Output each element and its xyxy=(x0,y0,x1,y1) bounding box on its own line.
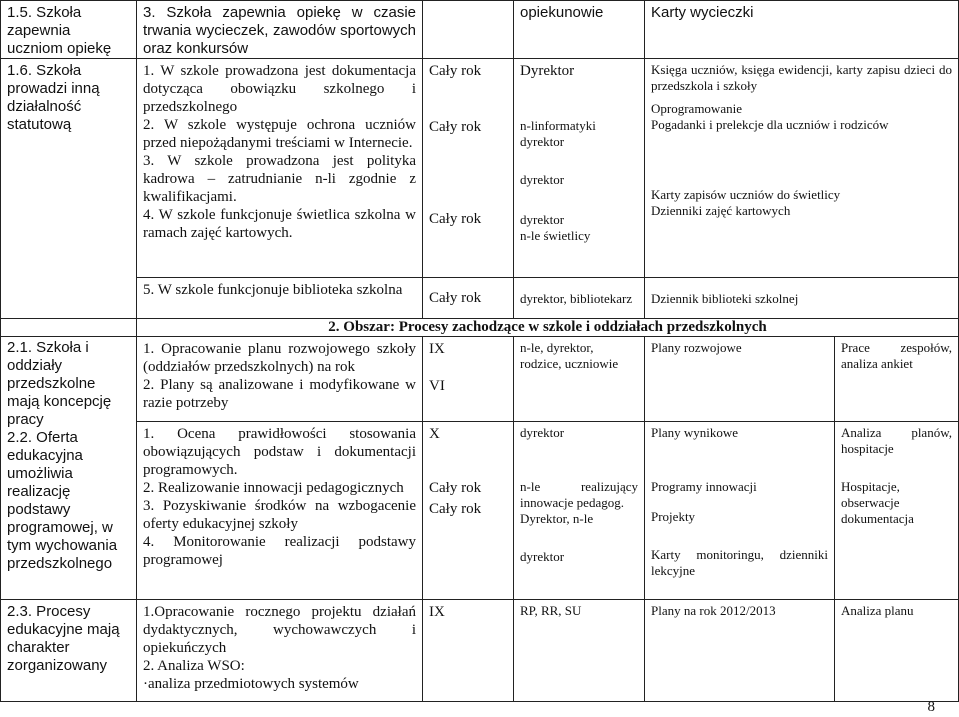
area-text: 2.2. Oferta edukacyjna umożliwia realizację podstawy programowej, w tym wychowania przedszkolnego xyxy=(7,429,118,572)
row-1-6-area: 1.6. Szkoła prowadzi inną działalność statutową xyxy=(0,59,137,319)
row-1-6-responsible-5: dyrektor, bibliotekarz xyxy=(514,278,645,319)
row-2-1-evaluation: Prace zespołów, analiza ankiet xyxy=(835,337,959,422)
task-item: 4. Monitorowanie realizacji podstawy programowej xyxy=(143,534,416,568)
row-2-2-tasks xyxy=(137,422,423,600)
row-2-2-evaluation xyxy=(835,422,959,600)
row-2-3-documentation: Plany na rok 2012/2013 xyxy=(645,600,835,702)
documentation-text: Projekty xyxy=(651,509,696,524)
task-item: 2. Realizowanie innowacji pedagogicznych xyxy=(143,480,404,496)
term-text: Cały rok xyxy=(429,119,482,135)
row-1-5-responsible: opiekunowie xyxy=(514,0,645,59)
row-2-2-documentation xyxy=(645,422,835,600)
documentation-text: Pogadanki i prelekcje dla uczniów i rodziców xyxy=(651,117,889,132)
responsible-text: n-linformatyki xyxy=(520,118,596,133)
responsible-text: dyrektor xyxy=(520,549,565,564)
row-1-6-documentation xyxy=(645,59,959,278)
responsible-text: n-le świetlicy xyxy=(520,228,591,243)
documentation-text: Dzienniki zajęć kartowych xyxy=(651,203,791,218)
row-2-3-area: 2.3. Procesy edukacyjne mają charakter zorganizowany xyxy=(0,600,137,702)
task-item: 1. Ocena prawidłowości stosowania obowiązujących podstaw i dokumentacji programowych. xyxy=(143,426,416,478)
term-text: Cały rok xyxy=(429,211,482,227)
page-number: 8 xyxy=(927,699,935,715)
task-item: 4. W szkole funkcjonuje świetlica szkolna w ramach zajęć kartowych. xyxy=(143,207,416,241)
responsible-text: dyrektor xyxy=(520,134,565,149)
row-2-2-terms xyxy=(423,422,514,600)
row-2-1-documentation: Plany rozwojowe xyxy=(645,337,835,422)
documentation-text: Programy innowacji xyxy=(651,479,757,494)
task-item: 2. Analiza WSO: xyxy=(143,658,245,674)
row-2-1-terms xyxy=(423,337,514,422)
responsible-text: dyrektor xyxy=(520,172,565,187)
row-1-6-responsible xyxy=(514,59,645,278)
responsible-text: n-le realizujący innowacje pedagog. xyxy=(520,479,638,510)
row-2-1-responsible: n-le, dyrektor, rodzice, uczniowie xyxy=(514,337,645,422)
row-1-5-task: 3. Szkoła zapewnia opiekę w czasie trwania wycieczek, zawodów sportowych oraz konkursów xyxy=(137,0,423,59)
section-2-title: 2. Obszar: Procesy zachodzące w szkole i oddziałach przedszkolnych xyxy=(137,319,959,337)
term-text: Cały rok xyxy=(429,63,482,79)
term-text: VI xyxy=(429,378,445,394)
row-2-3-term: IX xyxy=(423,600,514,702)
task-item: 1.Opracowanie rocznego projektu działań dydaktycznych, wychowawczych i opiekuńczych xyxy=(143,604,416,656)
row-1-6-terms xyxy=(423,59,514,278)
row-2-1-2-2-area xyxy=(0,337,137,600)
responsible-text: Dyrektor, n-le xyxy=(520,511,594,526)
area-text: 2.1. Szkoła i oddziały przedszkolne mają koncepcję pracy xyxy=(7,339,112,428)
row-2-3-responsible: RP, RR, SU xyxy=(514,600,645,702)
responsible-text: dyrektor xyxy=(520,212,565,227)
row-1-5-term xyxy=(423,0,514,59)
term-text: IX xyxy=(429,341,445,357)
term-text: Cały rok xyxy=(429,480,482,496)
responsible-text: Dyrektor xyxy=(520,63,575,79)
responsible-text: dyrektor xyxy=(520,425,565,440)
task-item: ·analiza przedmiotowych systemów xyxy=(143,676,359,692)
term-text: Cały rok xyxy=(429,501,482,517)
task-item: 1. Opracowanie planu rozwojowego szkoły (oddziałów przedszkolnych) na rok xyxy=(143,341,416,375)
row-2-1-tasks xyxy=(137,337,423,422)
documentation-text: Karty monitoringu, dzienniki lekcyjne xyxy=(651,547,828,578)
task-item: 3. W szkole prowadzona jest polityka kadrowa – zatrudnianie n-li zgodnie z kwalifikacjami. xyxy=(143,153,416,205)
section-2-spacer xyxy=(0,319,137,337)
documentation-text: Oprogramowanie xyxy=(651,101,742,116)
row-1-5-documentation: Karty wycieczki xyxy=(645,0,959,59)
row-2-3-evaluation: Analiza planu xyxy=(835,600,959,702)
row-2-2-responsible xyxy=(514,422,645,600)
task-item: 1. W szkole prowadzona jest dokumentacja dotycząca obowiązku szkolnego i przedszkolnego xyxy=(143,63,416,115)
documentation-text: Plany wynikowe xyxy=(651,425,739,440)
evaluation-text: Analiza planów, hospitacje xyxy=(841,425,952,456)
row-2-3-tasks xyxy=(137,600,423,702)
documentation-text: Księga uczniów, księga ewidencji, karty zapisu dzieci do przedszkola i szkoły xyxy=(651,62,952,93)
term-text: X xyxy=(429,426,440,442)
task-item: 2. W szkole występuje ochrona uczniów przed niepożądanymi treściami w Internecie. xyxy=(143,117,416,151)
task-item: 3. Pozyskiwanie środków na wzbogacenie oferty edukacyjnej szkoły xyxy=(143,498,416,532)
row-1-6-tasks xyxy=(137,59,423,278)
row-1-6-term-5: Cały rok xyxy=(423,278,514,319)
evaluation-text: Hospitacje, obserwacje dokumentacja xyxy=(841,479,914,526)
documentation-text: Karty zapisów uczniów do świetlicy xyxy=(651,187,841,202)
row-1-5-area: 1.5. Szkoła zapewnia uczniom opiekę xyxy=(0,0,137,59)
row-1-6-task-5: 5. W szkole funkcjonuje biblioteka szkolna xyxy=(137,278,423,319)
task-item: 2. Plany są analizowane i modyfikowane w razie potrzeby xyxy=(143,377,416,411)
row-1-6-documentation-5: Dziennik biblioteki szkolnej xyxy=(645,278,959,319)
